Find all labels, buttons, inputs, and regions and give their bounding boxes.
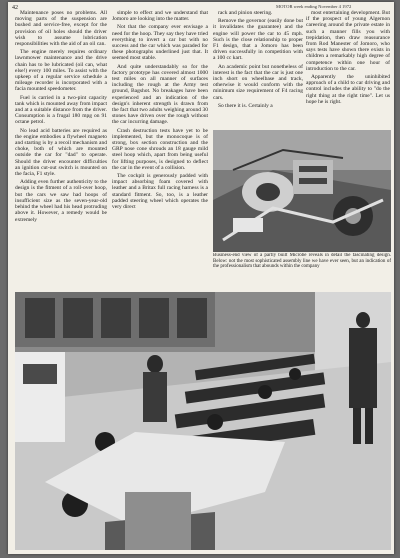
text-column-2 bbox=[112, 10, 208, 260]
paragraph: The engine merely requires ordinary lawnmower maintenance and the drive chain has to be lubricated (oil can, what else!) every 100 miles. To assist with the upkeep of a regular service schedule a mileage recorder is incorporated with a facia mounted speedometer. bbox=[15, 49, 107, 93]
paragraph: rack and pinion steering. bbox=[218, 10, 273, 16]
paragraph: Apparently the uninhibited approach of a child to car driving and control includes the ability to "do the right thing at the right time". Let us hope he is right. bbox=[306, 74, 390, 105]
photo-caption bbox=[213, 253, 391, 289]
paragraph: Remove the governor (easily done but it invalidates the guarantee) and the engine will power the car to 45 mph. Such is the close relationship to proper F1 design, that a Jomoro has been driven successfully in competition with a 100 cc kart. bbox=[213, 18, 303, 62]
page-number: 42 bbox=[12, 5, 18, 11]
paragraph: The cockpit is generously padded with impact absorbing foam covered with leather and a Britax full racing harness is a standard fitment. So, too, is a leather padded steering wheel which operates the very direct bbox=[112, 173, 208, 211]
text-column-3 bbox=[213, 10, 303, 128]
caption-text: Business-end view of a partly built Microbe reveals in detail the fascinating design. Below: not the most sophisticated assembly line we have ever seen, but an indication of the professionalism that abounds within the company bbox=[213, 253, 391, 270]
paragraph: most entertaining development. But if the prospect of young Algernon careering around the private estate in such a manner fills you with trepidation, then draw reassurance from Rod Manester of Jomoro, who says tests have shown there exists in children a remarkably high degree of competence within one hour of introduction to the car. bbox=[306, 10, 390, 72]
paragraph: So there it is. Certainly a bbox=[218, 102, 273, 109]
paragraph: No lead acid batteries are required as the engine embodies a flywheel magneto and starting is by a recoil mechanism and choke, both of which are mounted outside the car for "dad" to operate. Should the driver encounter difficulties an ignition cut-out switch is mounted on the facia, F1 style. bbox=[15, 127, 107, 178]
paragraph: simple to effect and we understand that Jomoro are looking into the matter. bbox=[112, 10, 208, 23]
paragraph: Fuel is carried in a two-pint capacity tank which is mounted away from impact and at a suitable distance from the driver. Consumption is a frugal 180 mpg on 91 octane petrol. bbox=[15, 94, 107, 126]
paragraph: An academic point but nonetheless of interest is the fact that the car is just one inch short on wheelbase and track, otherwise it would conform with the minimum size requirement of F4 racing cars. bbox=[213, 63, 303, 101]
paragraph: Maintenance poses no problems. All moving parts of the suspension are bushed and service-free, except for the provision of oil holes should the driver wish to assume lubrication responsibilities with the aid of an oil can. bbox=[15, 10, 107, 48]
magazine-page bbox=[8, 2, 394, 554]
assembly-line-photo bbox=[15, 292, 391, 550]
text-column-1 bbox=[15, 10, 107, 300]
running-header: MOTOR week ending November 4 1972 bbox=[276, 4, 352, 9]
paragraph: Crash destruction tests have yet to be implemented, but the monocoque is of strong, box section construction and the GRP nose cone shrouds an 18 gauge mild steel hoop which, apart from being useful for lifting purposes, is designed to deflect the car in the event of a collision. bbox=[112, 127, 208, 171]
paragraph: And quite understandably so for the factory prototype has covered almost 1000 test miles on all manner of surfaces including the rough at the Army test ground, Bagshot. No breakages have been experienced and an indication of the design's inherent strength is drawn from the fact that two adults weighing around 30 stones have driven over the rough without the car incurring damage. bbox=[112, 63, 208, 126]
text-column-4 bbox=[306, 10, 390, 135]
paragraph: Adding even further authenticity to the design is the fitment of a roll-over hoop, but the cars we saw had hoops of insufficient size as the seven-year-old behind the wheel had his head protruding above it. However, a remedy would be extremely bbox=[15, 179, 107, 223]
paragraph: Not that the company ever envisage a need for the hoop. They say they have tried everything to invert a car but with no success and the car which was paraded for these photographs underlined just that. It seemed most stable. bbox=[112, 24, 208, 62]
engine-closeup-photo bbox=[213, 130, 391, 252]
